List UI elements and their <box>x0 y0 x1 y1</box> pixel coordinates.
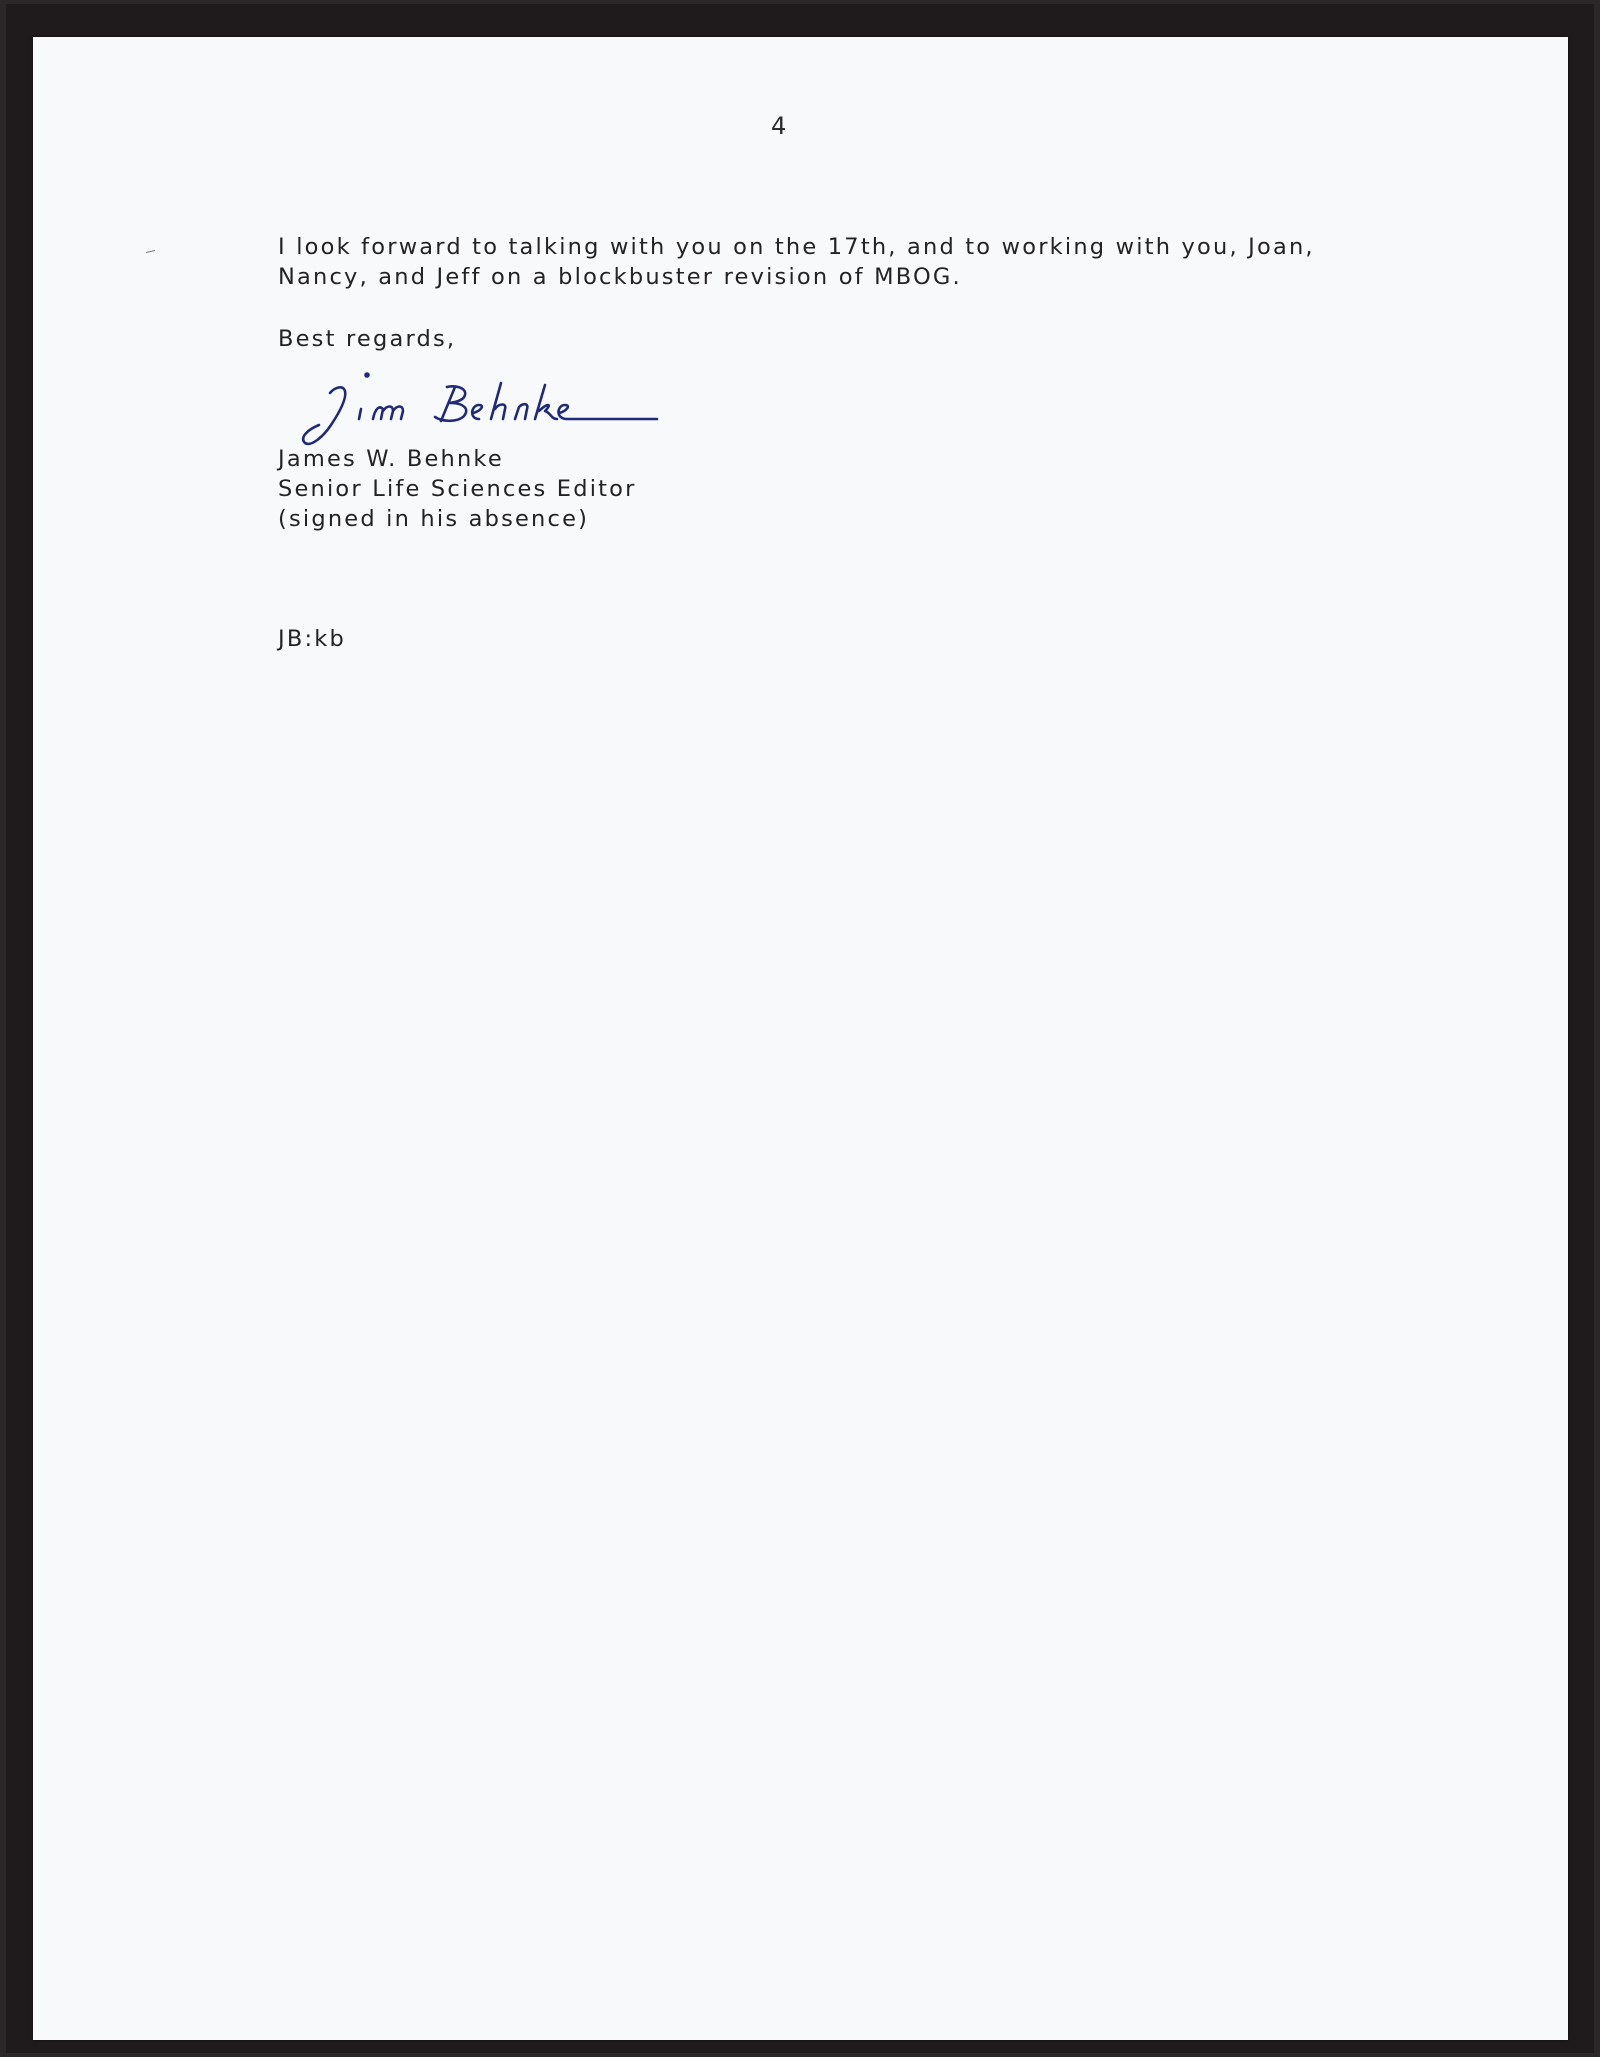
signatory-note: (signed in his absence) <box>278 506 590 532</box>
letter-page <box>33 37 1568 2040</box>
signatory-name: James W. Behnke <box>278 446 504 472</box>
stray-pencil-mark <box>146 250 156 253</box>
body-text-line-1: I look forward to talking with you on the 17th, and to working with you, Joan, <box>278 234 1315 260</box>
page-number: 4 <box>771 112 787 140</box>
typist-initials: JB:kb <box>278 626 346 652</box>
closing-salutation: Best regards, <box>278 326 457 352</box>
body-text-line-2: Nancy, and Jeff on a blockbuster revision of MBOG. <box>278 264 962 290</box>
signatory-title: Senior Life Sciences Editor <box>278 476 637 502</box>
handwritten-signature <box>295 365 665 455</box>
